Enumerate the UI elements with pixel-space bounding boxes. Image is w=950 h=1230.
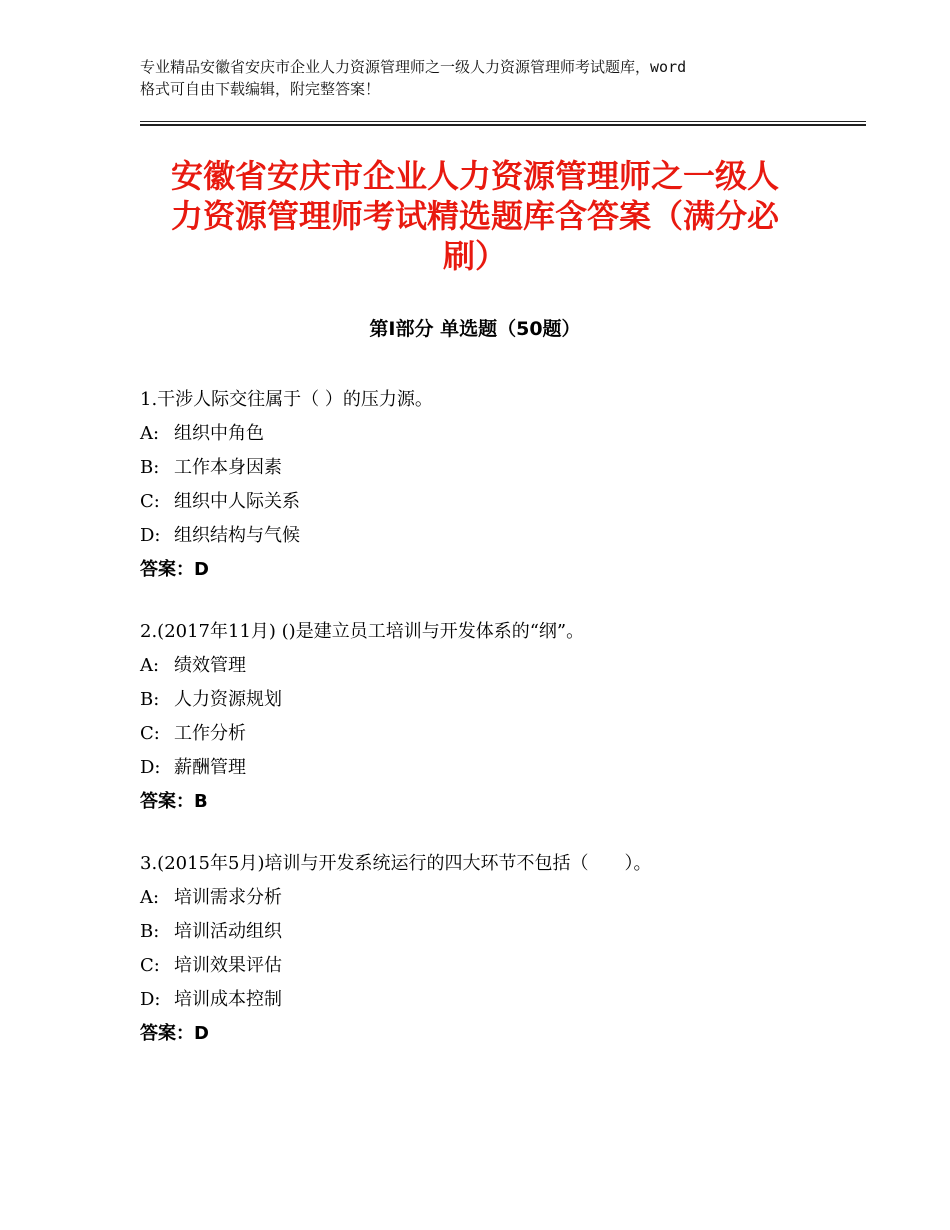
option-b [140,915,840,949]
option-key: A: [140,655,160,676]
option-text: 人力资源规划 [174,689,282,710]
option-key: A: [140,423,160,444]
header-note-line-1: 专业精品安徽省安庆市企业人力资源管理师之一级人力资源管理师考试题库，word [140,58,687,76]
option-text: 组织中角色 [174,423,264,444]
option-text: 工作分析 [174,723,246,744]
option-text: 组织中人际关系 [174,491,300,512]
option-key: C: [140,491,160,512]
option-text: 薪酬管理 [174,757,246,778]
option-d [140,519,840,553]
section-heading: 第Ⅰ部分 单选题（50题） [369,318,581,340]
option-text: 培训效果评估 [174,955,282,976]
header-note [140,56,830,100]
option-key: B: [140,921,160,942]
document-title-line-1: 安徽省安庆市企业人力资源管理师之一级人 [170,157,779,195]
question-3 [140,847,840,1051]
option-b [140,683,840,717]
option-text: 培训活动组织 [174,921,282,942]
question-list [140,383,840,1079]
option-c [140,485,840,519]
option-c [140,949,840,983]
question-1 [140,383,840,587]
header-divider-thin [140,121,866,122]
question-stem: 2.(2017年11月) ()是建立员工培训与开发体系的“纲”。 [140,621,585,642]
option-key: B: [140,689,160,710]
option-d [140,983,840,1017]
option-text: 培训需求分析 [174,887,282,908]
option-text: 绩效管理 [174,655,246,676]
question-stem: 1.干涉人际交往属于（ ）的压力源。 [140,389,433,410]
option-key: B: [140,457,160,478]
option-key: C: [140,723,160,744]
option-a [140,881,840,915]
option-key: A: [140,887,160,908]
header-note-line-2: 格式可自由下载编辑，附完整答案！ [140,80,381,98]
option-b [140,451,840,485]
answer-label: 答案：B [140,791,208,812]
option-key: D: [140,525,161,546]
document-title [140,156,810,276]
option-a [140,649,840,683]
option-key: D: [140,989,161,1010]
answer-label: 答案：D [140,559,209,580]
option-key: D: [140,757,161,778]
header-divider-thick [140,124,866,126]
option-a [140,417,840,451]
option-text: 组织结构与气候 [174,525,300,546]
option-key: C: [140,955,160,976]
option-c [140,717,840,751]
answer-label: 答案：D [140,1023,209,1044]
question-stem: 3.(2015年5月)培训与开发系统运行的四大环节不包括（ ）。 [140,853,652,874]
document-title-line-2: 力资源管理师考试精选题库含答案（满分必 [170,197,779,235]
option-text: 培训成本控制 [174,989,282,1010]
option-d [140,751,840,785]
question-2 [140,615,840,819]
document-title-line-3: 刷） [442,237,507,275]
option-text: 工作本身因素 [174,457,282,478]
